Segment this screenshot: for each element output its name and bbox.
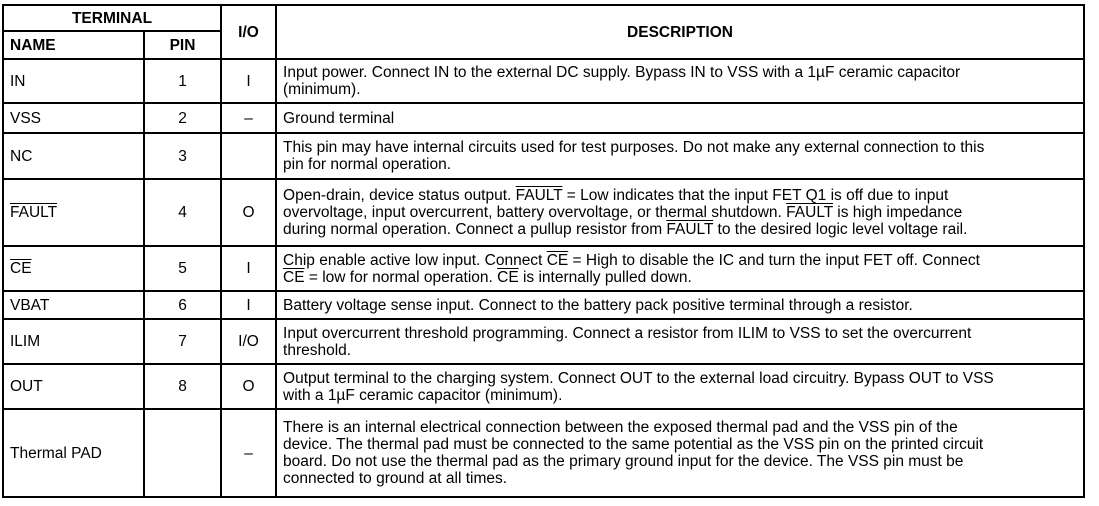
pin-cell: 1: [144, 59, 221, 103]
pin-cell: 6: [144, 291, 221, 319]
table-row-vss: [3, 103, 1084, 133]
description-cell: Open-drain, device status output. FAULT = Low indicates that the input FET Q1 is off due to input overvoltage, input overcurrent, battery overvoltage, or thermal shutdown. FAULT is high impedance during normal operation. Connect a pullup resistor from FAULT to the desired logic level voltage rail.: [276, 179, 1084, 246]
io-cell: [221, 133, 276, 179]
description-cell: Chip enable active low input. Connect $\overline{CE}$ = High to disable the IC and turn the input FET off. Connect $\overline{CE}$ = low for normal operation. $\overline{CE}$ is internally pulled down.: [276, 246, 1084, 291]
terminal-name-cell: IN: [3, 59, 144, 103]
terminal-name-cell: Thermal PAD: [3, 409, 144, 497]
description-cell: There is an internal electrical connection between the exposed thermal pad and the VSS pin of the device. The thermal pad must be connected to the same potential as the VSS pin on the printed circuit board. Do not use the thermal pad as the primary ground input for the device. The VSS pin must be connected to ground at all times.: [276, 409, 1084, 497]
table-row-nc: [3, 133, 1084, 179]
pin-cell: 7: [144, 319, 221, 364]
pin-cell: 4: [144, 179, 221, 246]
terminal-functions-table: [2, 4, 1085, 498]
table-row-ce: [3, 246, 1084, 291]
io-cell: O: [221, 179, 276, 246]
terminal-name-cell: NC: [3, 133, 144, 179]
io-header: I/O: [221, 5, 276, 59]
header-row-1: [3, 5, 1084, 31]
description-cell: Output terminal to the charging system. Connect OUT to the external load circuitry. Bypass OUT to VSS with a 1µF ceramic capacitor (minimum).: [276, 364, 1084, 409]
pin-header: PIN: [144, 31, 221, 59]
description-cell: This pin may have internal circuits used for test purposes. Do not make any external connection to this pin for normal operation.: [276, 133, 1084, 179]
description-cell: Input overcurrent threshold programming. Connect a resistor from ILIM to VSS to set the overcurrent threshold.: [276, 319, 1084, 364]
table-row-in: [3, 59, 1084, 103]
pin-cell: [144, 409, 221, 497]
io-cell: –: [221, 103, 276, 133]
pin-cell: 2: [144, 103, 221, 133]
io-cell: I: [221, 59, 276, 103]
terminal-name-cell: $\overline{CE}$: [3, 246, 144, 291]
description-header: DESCRIPTION: [276, 5, 1084, 59]
terminal-name-cell: OUT: [3, 364, 144, 409]
description-cell: Ground terminal: [276, 103, 1084, 133]
terminal-name-cell: ILIM: [3, 319, 144, 364]
table-row-ilim: [3, 319, 1084, 364]
io-cell: I: [221, 291, 276, 319]
terminal-name-cell: VSS: [3, 103, 144, 133]
terminal-name-cell: VBAT: [3, 291, 144, 319]
pin-cell: 3: [144, 133, 221, 179]
description-cell: Battery voltage sense input. Connect to the battery pack positive terminal through a resistor.: [276, 291, 1084, 319]
io-cell: I/O: [221, 319, 276, 364]
terminal-name-cell: FAULT: [3, 179, 144, 246]
table-row-out: [3, 364, 1084, 409]
io-cell: I: [221, 246, 276, 291]
pin-cell: 5: [144, 246, 221, 291]
io-cell: –: [221, 409, 276, 497]
pin-cell: 8: [144, 364, 221, 409]
io-cell: O: [221, 364, 276, 409]
table-row-fault: [3, 179, 1084, 246]
table-row-vbat: [3, 291, 1084, 319]
terminal-header: TERMINAL: [3, 5, 221, 31]
name-header: NAME: [3, 31, 144, 59]
table-row-thermal-pad: [3, 409, 1084, 497]
description-cell: Input power. Connect IN to the external DC supply. Bypass IN to VSS with a 1µF ceramic capacitor (minimum).: [276, 59, 1084, 103]
